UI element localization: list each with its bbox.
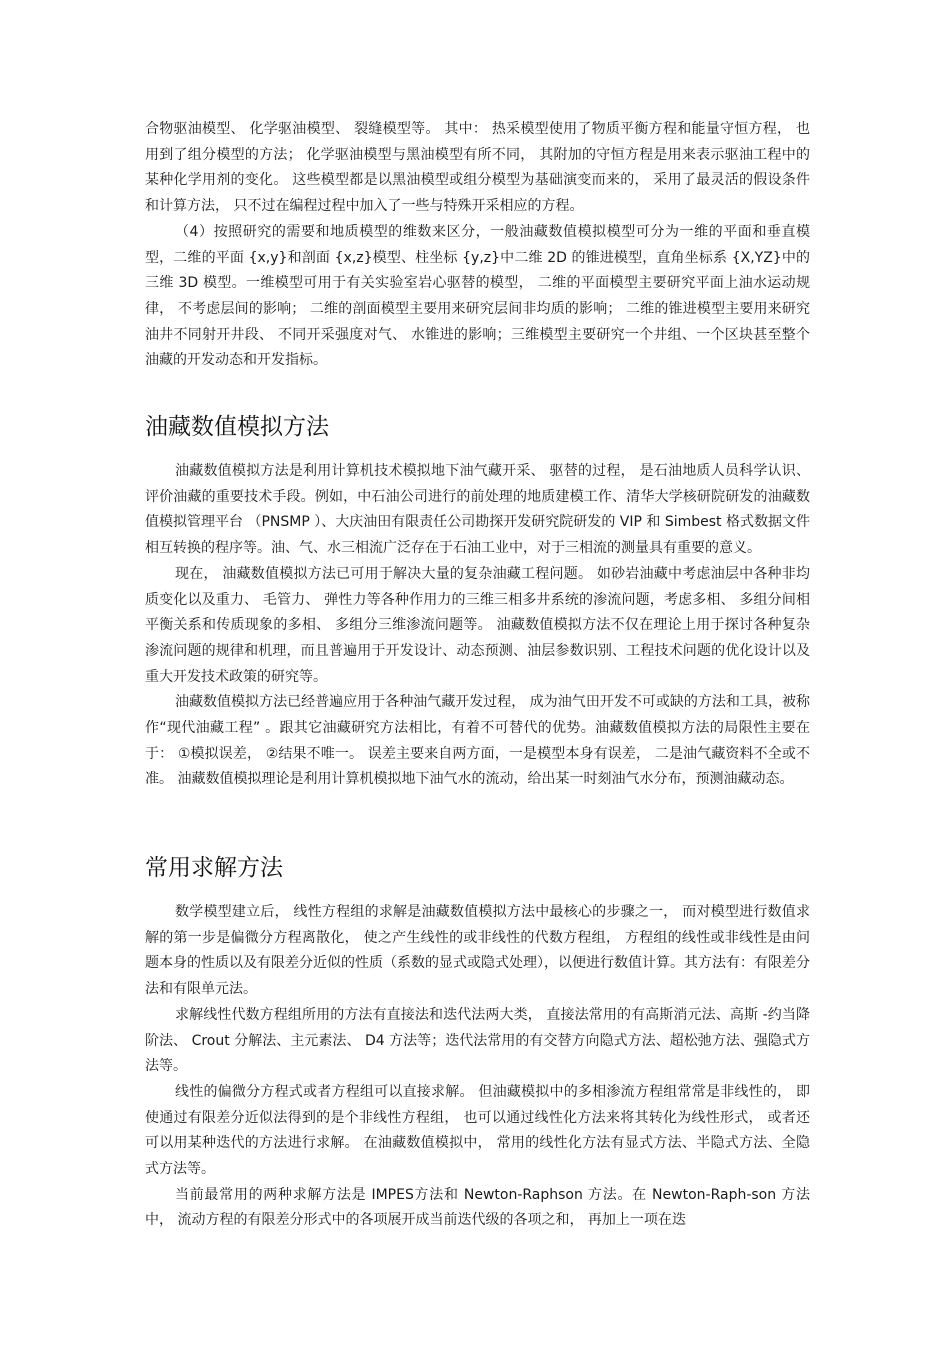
paragraph-simulation-limits: 油藏数值模拟方法已经普遍应用于各种油气藏开发过程， 成为油气田开发不可或缺的方法和工具，被称作“现代油藏工程” 。跟其它油藏研究方法相比，有着不可替代的优势。油藏数值模拟方法的局限性主要在于： ①模拟误差， ②结果不唯一。 误差主要来自两方面，一是模型本身有误差， 二是油气藏资料不全或不准。 油藏数值模拟理论是利用计算机模拟地下油气水的流动，给出某一时刻油气水分布，预测油藏动态。 <box>145 694 810 788</box>
solution-methods-section <box>145 900 810 1234</box>
paragraph-solution-intro: 数学模型建立后， 线性方程组的求解是油藏数值模拟方法中最核心的步骤之一， 而对模型进行数值求解的第一步是偏微分方程离散化， 使之产生线性的或非线性的代数方程组， 方程组的线性或非线性是由问题本身的性质以及有限差分近似的性质（系数的显式或隐式处理），以便进行数值计算。其方法有：有限差分法和有限单元法。 <box>145 904 810 998</box>
intro-section <box>145 117 810 374</box>
section-heading-simulation-method: 油藏数值模拟方法 <box>145 414 329 440</box>
paragraph-simulation-intro: 油藏数值模拟方法是利用计算机技术模拟地下油气藏开采、 驱替的过程， 是石油地质人员科学认识、评价油藏的重要技术手段。例如，中石油公司进行的前处理的地质建模工作、清华大学核研院研发的油藏数值模拟管理平台 （PNSMP ）、大庆油田有限责任公司勘探开发研究院研发的 VIP 和 Simbest 格式数据文件相互转换的程序等。油、气、水三相流广泛存在于石油工业中，对于三相流的测量具有重要的意义。 <box>145 463 810 557</box>
paragraph-simulation-now: 现在， 油藏数值模拟方法已可用于解决大量的复杂油藏工程问题。 如砂岩油藏中考虑油层中各种非均质变化以及重力、 毛管力、 弹性力等各种作用力的三维三相多井系统的渗流问题，考虑多相、 多组分间相平衡关系和传质现象的多相、 多组分三维渗流问题等。 油藏数值模拟方法不仅在理论上用于探讨各种复杂渗流问题的规律和机理，而且普遍用于开发设计、动态预测、油层参数识别、工程技术问题的优化设计以及重大开发技术政策的研究等。 <box>145 565 810 685</box>
simulation-method-section <box>145 459 810 793</box>
paragraph-dimension-models: （4）按照研究的需要和地质模型的维数来区分，一般油藏数值模拟模型可分为一维的平面和垂直模型，二维的平面 {x,y}和剖面 {x,z}模型、柱坐标 {y,z}中二维 2D 的锥进模型，直角坐标系 {X,YZ}中的三维 3D 模型。一维模型可用于有关实验室岩心驱替的模型， 二维的平面模型主要研究平面上油水运动规律， 不考虑层间的影响； 二维的剖面模型主要用来研究层间非均质的影响； 二维的锥进模型主要用来研究油井不同射开井段、 不同开采强度对气、 水锥进的影响；三维模型主要研究一个井组、一个区块甚至整个油藏的开发动态和开发指标。 <box>145 223 810 369</box>
paragraph-impes-newton: 当前最常用的两种求解方法是 IMPES方法和 Newton-Raphson 方法。在 Newton-Raph-son 方法中， 流动方程的有限差分形式中的各项展开成当前迭代级的各项之和， 再加上一项在迭 <box>145 1186 810 1229</box>
paragraph-model-types: 合物驱油模型、 化学驱油模型、 裂缝模型等。 其中： 热采模型使用了物质平衡方程和能量守恒方程， 也用到了组分模型的方法； 化学驱油模型与黑油模型有所不同， 其附加的守恒方程是用来表示驱油工程中的某种化学用剂的变化。 这些模型都是以黑油模型或组分模型为基础演变而来的， 采用了最灵活的假设条件和计算方法， 只不过在编程过程中加入了一些与特殊开采相应的方程。 <box>145 121 810 215</box>
section-heading-solution-methods: 常用求解方法 <box>145 855 283 881</box>
paragraph-linear-solvers: 求解线性代数方程组所用的方法有直接法和迭代法两大类， 直接法常用的有高斯消元法、高斯 -约当降阶法、 Crout 分解法、主元素法、 D4 方法等；迭代法常用的有交替方向隐式方法、超松弛方法、强隐式方法等。 <box>145 1006 810 1075</box>
paragraph-linearization: 线性的偏微分方程式或者方程组可以直接求解。 但油藏模拟中的多相渗流方程组常常是非线性的， 即使通过有限差分近似法得到的是个非线性方程组， 也可以通过线性化方法来将其转化为线性形式， 或者还可以用某种迭代的方法进行求解。 在油藏数值模拟中， 常用的线性化方法有显式方法、半隐式方法、全隐式方法等。 <box>145 1083 810 1178</box>
